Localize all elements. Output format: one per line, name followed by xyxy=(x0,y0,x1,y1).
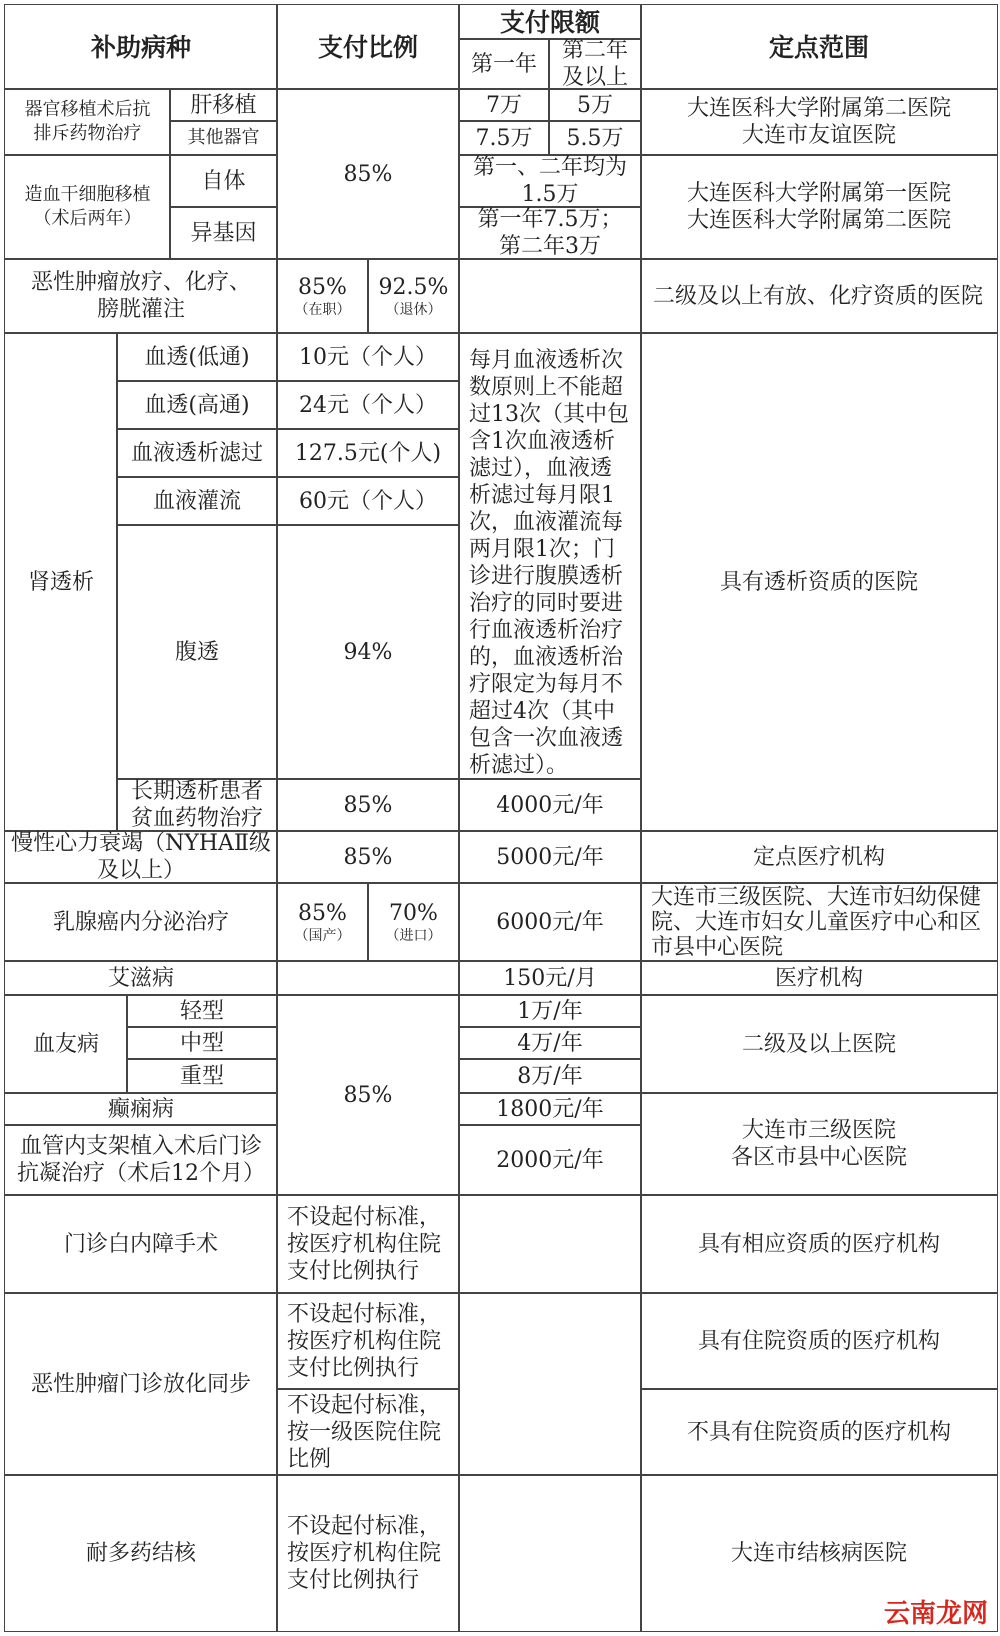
dialysis-ratio-peritoneal: 94% xyxy=(276,524,460,780)
organ-transplant-label: 器官移植术后抗 排斥药物治疗 xyxy=(4,88,171,156)
tumor-ratio-employed-note: （在职） xyxy=(294,301,351,318)
tumor-sync-limit xyxy=(458,1292,642,1476)
breast-cancer-limit: 6000元/年 xyxy=(458,882,642,962)
tumor-sync-scope-outpatient: 不具有住院资质的医疗机构 xyxy=(640,1388,998,1476)
hemophilia-label: 血友病 xyxy=(4,994,128,1094)
dialysis-ratio-low-flux: 10元（个人） xyxy=(276,332,460,382)
header-ratio: 支付比例 xyxy=(276,4,460,90)
hemophilia-mid-limit: 4万/年 xyxy=(458,1026,642,1060)
dialysis-label: 肾透析 xyxy=(4,332,118,832)
breast-ratio-imported xyxy=(367,882,460,962)
breast-ratio-domestic-note: （国产） xyxy=(294,927,351,944)
stent-limit: 2000元/年 xyxy=(458,1124,642,1196)
tumor-sync-scope-inpatient: 具有住院资质的医疗机构 xyxy=(640,1292,998,1390)
organ-liver-y1: 7万 xyxy=(458,88,550,122)
tumor-label: 恶性肿瘤放疗、化疗、 膀胱灌注 xyxy=(4,258,278,334)
breast-cancer-label: 乳腺癌内分泌治疗 xyxy=(4,882,278,962)
aids-label: 艾滋病 xyxy=(4,960,278,996)
breast-ratio-imported-note: （进口） xyxy=(385,927,442,944)
epilepsy-limit: 1800元/年 xyxy=(458,1092,642,1126)
stem-auto-limit: 第一、二年均为 1.5万 xyxy=(458,154,642,208)
hemophilia-heavy: 重型 xyxy=(126,1058,278,1094)
heart-failure-limit: 5000元/年 xyxy=(458,830,642,884)
tumor-ratio-retired xyxy=(367,258,460,334)
organ-other-y2: 5.5万 xyxy=(548,120,642,156)
aids-ratio xyxy=(276,960,460,996)
dialysis-anemia-limit: 4000元/年 xyxy=(458,778,642,832)
header-limit-year1: 第一年 xyxy=(458,38,550,90)
header-limit-year2: 第二年 及以上 xyxy=(548,38,642,90)
header-scope: 定点范围 xyxy=(640,4,998,90)
stem-auto: 自体 xyxy=(169,154,278,208)
stem-allo: 异基因 xyxy=(169,206,278,260)
organ-other: 其他器官 xyxy=(169,120,278,156)
tumor-limit xyxy=(458,258,642,334)
stem-allo-limit: 第一年7.5万； 第二年3万 xyxy=(458,206,642,260)
organ-scope: 大连医科大学附属第二医院 大连市友谊医院 xyxy=(640,88,998,156)
aids-limit: 150元/月 xyxy=(458,960,642,996)
dialysis-limit-note: 每月血液透析次数原则上不能超过13次（其中包含1次血液透析滤过），血液透析滤过每月限1次，血液灌流每两月限1次；门诊进行腹膜透析治疗的同时要进行血液透析治疗的，血液透析治疗限定为每月不超过4次（其中包含一次血液透析滤过）。 xyxy=(458,332,642,780)
stem-scope: 大连医科大学附属第一医院 大连医科大学附属第二医院 xyxy=(640,154,998,260)
organ-liver-y2: 5万 xyxy=(548,88,642,122)
organ-liver: 肝移植 xyxy=(169,88,278,122)
tumor-ratio-employed-value: 85% xyxy=(298,274,347,300)
organ-other-y1: 7.5万 xyxy=(458,120,550,156)
tb-ratio: 不设起付标准，按医疗机构住院支付比例执行 xyxy=(276,1474,460,1632)
dialysis-ratio-hemoperfusion: 60元（个人） xyxy=(276,476,460,526)
dialysis-ratio-hdf: 127.5元(个人) xyxy=(276,428,460,478)
reimbursement-table xyxy=(4,4,998,1632)
dialysis-item-high-flux: 血透(高通) xyxy=(116,380,278,430)
heart-failure-ratio: 85% xyxy=(276,830,460,884)
hemophilia-scope: 二级及以上医院 xyxy=(640,994,998,1094)
cataract-scope: 具有相应资质的医疗机构 xyxy=(640,1194,998,1294)
hemophilia-light: 轻型 xyxy=(126,994,278,1028)
heart-failure-label: 慢性心力衰竭（NYHAⅡ级 及以上） xyxy=(4,830,278,884)
breast-cancer-scope: 大连市三级医院、大连市妇幼保健院、大连市妇女儿童医疗中心和区市县中心医院 xyxy=(640,882,998,962)
tumor-scope: 二级及以上有放、化疗资质的医院 xyxy=(640,258,998,334)
heart-failure-scope: 定点医疗机构 xyxy=(640,830,998,884)
hemophilia-heavy-limit: 8万/年 xyxy=(458,1058,642,1094)
hemophilia-light-limit: 1万/年 xyxy=(458,994,642,1028)
epilepsy-label: 癫痫病 xyxy=(4,1092,278,1126)
dialysis-item-hdf: 血液透析滤过 xyxy=(116,428,278,478)
header-limit: 支付限额 xyxy=(458,4,642,40)
dialysis-item-low-flux: 血透(低通) xyxy=(116,332,278,382)
tb-limit xyxy=(458,1474,642,1632)
dialysis-anemia-label: 长期透析患者 贫血药物治疗 xyxy=(116,778,278,832)
cataract-label: 门诊白内障手术 xyxy=(4,1194,278,1294)
tumor-sync-ratio-inpatient: 不设起付标准，按医疗机构住院支付比例执行 xyxy=(276,1292,460,1390)
stem-cell-label: 造血干细胞移植 （术后两年） xyxy=(4,154,171,260)
tumor-ratio-employed xyxy=(276,258,369,334)
stent-scope: 大连市三级医院 各区市县中心医院 xyxy=(640,1092,998,1196)
tb-scope: 大连市结核病医院 xyxy=(640,1474,998,1632)
dialysis-item-hemoperfusion: 血液灌流 xyxy=(116,476,278,526)
dialysis-anemia-ratio: 85% xyxy=(276,778,460,832)
dialysis-item-peritoneal: 腹透 xyxy=(116,524,278,780)
tumor-sync-ratio-outpatient: 不设起付标准，按一级医院住院比例 xyxy=(276,1388,460,1476)
dialysis-scope: 具有透析资质的医院 xyxy=(640,332,998,832)
header-disease: 补助病种 xyxy=(4,4,278,90)
cataract-limit xyxy=(458,1194,642,1294)
cataract-ratio: 不设起付标准，按医疗机构住院支付比例执行 xyxy=(276,1194,460,1294)
ratio-85-chronic: 85% xyxy=(276,994,460,1196)
tumor-ratio-retired-note: （退休） xyxy=(385,301,442,318)
tumor-ratio-retired-value: 92.5% xyxy=(378,274,449,300)
stent-label: 血管内支架植入术后门诊 抗凝治疗（术后12个月） xyxy=(4,1124,278,1196)
breast-ratio-imported-value: 70% xyxy=(389,900,438,926)
dialysis-ratio-high-flux: 24元（个人） xyxy=(276,380,460,430)
aids-scope: 医疗机构 xyxy=(640,960,998,996)
watermark: 云南龙网 xyxy=(880,1593,992,1630)
breast-ratio-domestic-value: 85% xyxy=(298,900,347,926)
breast-ratio-domestic xyxy=(276,882,369,962)
ratio-85-transplant: 85% xyxy=(276,88,460,260)
tb-label: 耐多药结核 xyxy=(4,1474,278,1632)
hemophilia-mid: 中型 xyxy=(126,1026,278,1060)
tumor-sync-label: 恶性肿瘤门诊放化同步 xyxy=(4,1292,278,1476)
